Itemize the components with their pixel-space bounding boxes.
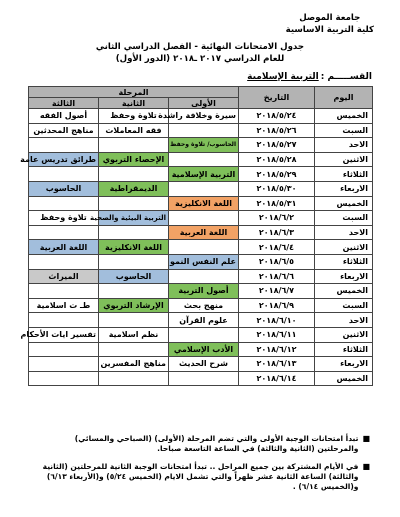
- exam-schedule-table: [20, 86, 373, 386]
- third-stage-cell: [29, 284, 99, 299]
- day-cell: الخميس: [315, 284, 373, 299]
- second-stage-cell: الإحصاء التربوي: [99, 152, 169, 167]
- table-row: [29, 284, 373, 299]
- date-cell: ٢٠١٨/٦/١٣: [239, 357, 315, 372]
- first-stage-cell: شرح الحديث: [169, 357, 239, 372]
- first-stage-cell: [169, 269, 239, 284]
- department-label: القســـــم :: [320, 72, 372, 82]
- date-cell: ٢٠١٨/٦/٢: [239, 211, 315, 226]
- table-row: [29, 123, 373, 138]
- first-stage-cell: علوم القرآن: [169, 313, 239, 328]
- first-stage-cell: [169, 181, 239, 196]
- third-stage-cell: [29, 313, 99, 328]
- second-stage-cell: نظم اسلامية: [99, 327, 169, 342]
- date-cell: ٢٠١٨/٦/١٢: [239, 342, 315, 357]
- day-cell: الخميس: [315, 196, 373, 211]
- third-stage-cell: الميراث: [29, 269, 99, 284]
- table-row: [29, 371, 373, 386]
- second-stage-cell: [99, 342, 169, 357]
- third-stage-cell: [29, 138, 99, 153]
- day-cell: الاحد: [315, 313, 373, 328]
- third-stage-cell: [29, 225, 99, 240]
- first-stage-cell: [169, 371, 239, 386]
- third-stage-cell: [29, 342, 99, 357]
- date-cell: ٢٠١٨/٥/٢٩: [239, 167, 315, 182]
- first-stage-cell: [169, 211, 239, 226]
- day-cell: السبت: [315, 123, 373, 138]
- day-cell: الثلاثاء: [315, 342, 373, 357]
- third-stage-cell: تلاوة وحفظ: [29, 211, 99, 226]
- second-stage-cell: فقه المعاملات: [99, 123, 169, 138]
- third-stage-cell: [29, 167, 99, 182]
- date-cell: ٢٠١٨/٥/٢٤: [239, 109, 315, 124]
- second-stage-cell: مناهج المفسرين: [99, 357, 169, 372]
- department-name: التربية الإسلامية: [247, 72, 319, 82]
- first-stage-cell: التربية الإسلامية: [169, 167, 239, 182]
- date-cell: ٢٠١٨/٦/٣: [239, 225, 315, 240]
- date-cell: ٢٠١٨/٦/٥: [239, 254, 315, 269]
- third-stage-cell: مناهج المحدثين: [29, 123, 99, 138]
- table-row: [29, 254, 373, 269]
- department-line: [28, 72, 372, 82]
- day-cell: السبت: [315, 211, 373, 226]
- first-stage-cell: اللغة العربية: [169, 225, 239, 240]
- second-stage-cell: [99, 371, 169, 386]
- schedule-title: جدول الامتحانات النهائية - الفصل الدراسي الثاني: [95, 42, 305, 52]
- table-row: [29, 138, 373, 153]
- table-row: [29, 357, 373, 372]
- third-stage-cell: اللغة العربية: [29, 240, 99, 255]
- table-row: [29, 313, 373, 328]
- first-stage-cell: [169, 327, 239, 342]
- college-name: كلية التربية الاساسية: [285, 25, 374, 35]
- date-cell: ٢٠١٨/٦/٧: [239, 284, 315, 299]
- header-first: الأولى: [169, 98, 239, 109]
- square-bullet-icon: ■: [362, 434, 370, 443]
- second-stage-cell: الديمقراطية: [99, 181, 169, 196]
- second-stage-cell: الحاسوب: [99, 269, 169, 284]
- day-cell: الثلاثاء: [315, 254, 373, 269]
- table-row: [29, 327, 373, 342]
- third-stage-cell: أصول الفقه: [29, 109, 99, 124]
- second-stage-cell: [99, 196, 169, 211]
- day-cell: السبت: [315, 298, 373, 313]
- first-stage-cell: الأدب الإسلامي: [169, 342, 239, 357]
- day-cell: الاربعاء: [315, 357, 373, 372]
- third-stage-cell: [29, 371, 99, 386]
- date-cell: ٢٠١٨/٦/١٤: [239, 371, 315, 386]
- date-cell: ٢٠١٨/٦/٩: [239, 298, 315, 313]
- first-stage-cell: منهج بحث: [169, 298, 239, 313]
- third-stage-cell: [29, 254, 99, 269]
- second-stage-cell: [99, 167, 169, 182]
- header-second: الثانية: [99, 98, 169, 109]
- academic-year: للعام الدراسي ٢٠١٧ ـ٢٠١٨ (الدور الأول): [115, 53, 285, 64]
- table-row: [29, 298, 373, 313]
- first-stage-cell: اللغة الانكليزية: [169, 196, 239, 211]
- university-name: جامعة الموصل: [299, 13, 361, 23]
- header-stage: المرحلة: [29, 87, 239, 98]
- day-cell: الاربعاء: [315, 181, 373, 196]
- third-stage-cell: [29, 196, 99, 211]
- square-bullet-icon: ■: [362, 462, 370, 471]
- first-stage-cell: علم النفس النمو: [169, 254, 239, 269]
- first-stage-cell: [169, 240, 239, 255]
- table-row: [29, 240, 373, 255]
- note-text: تبدأ امتحانات الوجبة الأولى والتي تضم المرحلة (الأولى) (الصباحي والمسائي) والمرحلتين (الثانية والثالثة) في الساعة التاسعة صباحا.: [74, 434, 359, 453]
- date-cell: ٢٠١٨/٥/٢٧: [239, 138, 315, 153]
- second-stage-cell: [99, 284, 169, 299]
- third-stage-cell: تفسير ايات الأحكام: [29, 327, 99, 342]
- third-stage-cell: طـ ت اسلامية: [29, 298, 99, 313]
- table-row: [29, 167, 373, 182]
- note-text: في الأيام المشتركة بين جميع المراحل .. تبدأ امتحانات الوجبة الثانية للمرحلتين (الثانية والثالثة) الساعة الثانية عشر ظهراً والتي تشمل الايام (الخميس ٥/٢٤) و(الأربعاء ٦/١٣) و(الخميس ٦/١٤) .: [42, 462, 359, 491]
- date-cell: ٢٠١٨/٥/٢٦: [239, 123, 315, 138]
- second-stage-cell: [99, 225, 169, 240]
- third-stage-cell: الحاسوب: [29, 181, 99, 196]
- day-cell: الثلاثاء: [315, 167, 373, 182]
- date-cell: ٢٠١٨/٥/٢٨: [239, 152, 315, 167]
- third-stage-cell: طرائق تدريس عامة: [29, 152, 99, 167]
- second-stage-cell: اللغة الانكليزية: [99, 240, 169, 255]
- second-stage-cell: التربية البيئية والصحية: [99, 211, 169, 226]
- second-stage-cell: الإرشاد التربوي: [99, 298, 169, 313]
- notes-section: [40, 434, 370, 500]
- day-cell: الاربعاء: [315, 269, 373, 284]
- date-cell: ٢٠١٨/٦/٦: [239, 269, 315, 284]
- second-stage-cell: تلاوة وحفظ: [99, 109, 169, 124]
- table-row: [29, 181, 373, 196]
- header-third: الثالثة: [29, 98, 99, 109]
- day-cell: الاحد: [315, 138, 373, 153]
- note-item: [40, 462, 370, 492]
- schedule-titles: [0, 42, 400, 65]
- first-stage-cell: سيرة وخلافة راشدة: [169, 109, 239, 124]
- university-header: [286, 12, 374, 36]
- second-stage-cell: [99, 254, 169, 269]
- second-stage-cell: [99, 313, 169, 328]
- table-row: [29, 225, 373, 240]
- third-stage-cell: [29, 357, 99, 372]
- header-date: التاريخ: [239, 87, 315, 109]
- first-stage-cell: الحاسوب/ تلاوة وحفظ: [169, 138, 239, 153]
- table-row: [29, 152, 373, 167]
- day-cell: الخميس: [315, 371, 373, 386]
- table-row: [29, 211, 373, 226]
- table-row: [29, 196, 373, 211]
- first-stage-cell: [169, 123, 239, 138]
- date-cell: ٢٠١٨/٦/١١: [239, 327, 315, 342]
- day-cell: الاثنين: [315, 327, 373, 342]
- header-day: اليوم: [315, 87, 373, 109]
- date-cell: ٢٠١٨/٦/١٠: [239, 313, 315, 328]
- date-cell: ٢٠١٨/٥/٣١: [239, 196, 315, 211]
- day-cell: الاثنين: [315, 240, 373, 255]
- note-item: [40, 434, 370, 454]
- date-cell: ٢٠١٨/٦/٤: [239, 240, 315, 255]
- second-stage-cell: [99, 138, 169, 153]
- table-row: [29, 342, 373, 357]
- table-row: [29, 269, 373, 284]
- day-cell: الخميس: [315, 109, 373, 124]
- first-stage-cell: [169, 152, 239, 167]
- day-cell: الاثنين: [315, 152, 373, 167]
- first-stage-cell: أصول التربية: [169, 284, 239, 299]
- table-row: [29, 109, 373, 124]
- date-cell: ٢٠١٨/٥/٣٠: [239, 181, 315, 196]
- day-cell: الاحد: [315, 225, 373, 240]
